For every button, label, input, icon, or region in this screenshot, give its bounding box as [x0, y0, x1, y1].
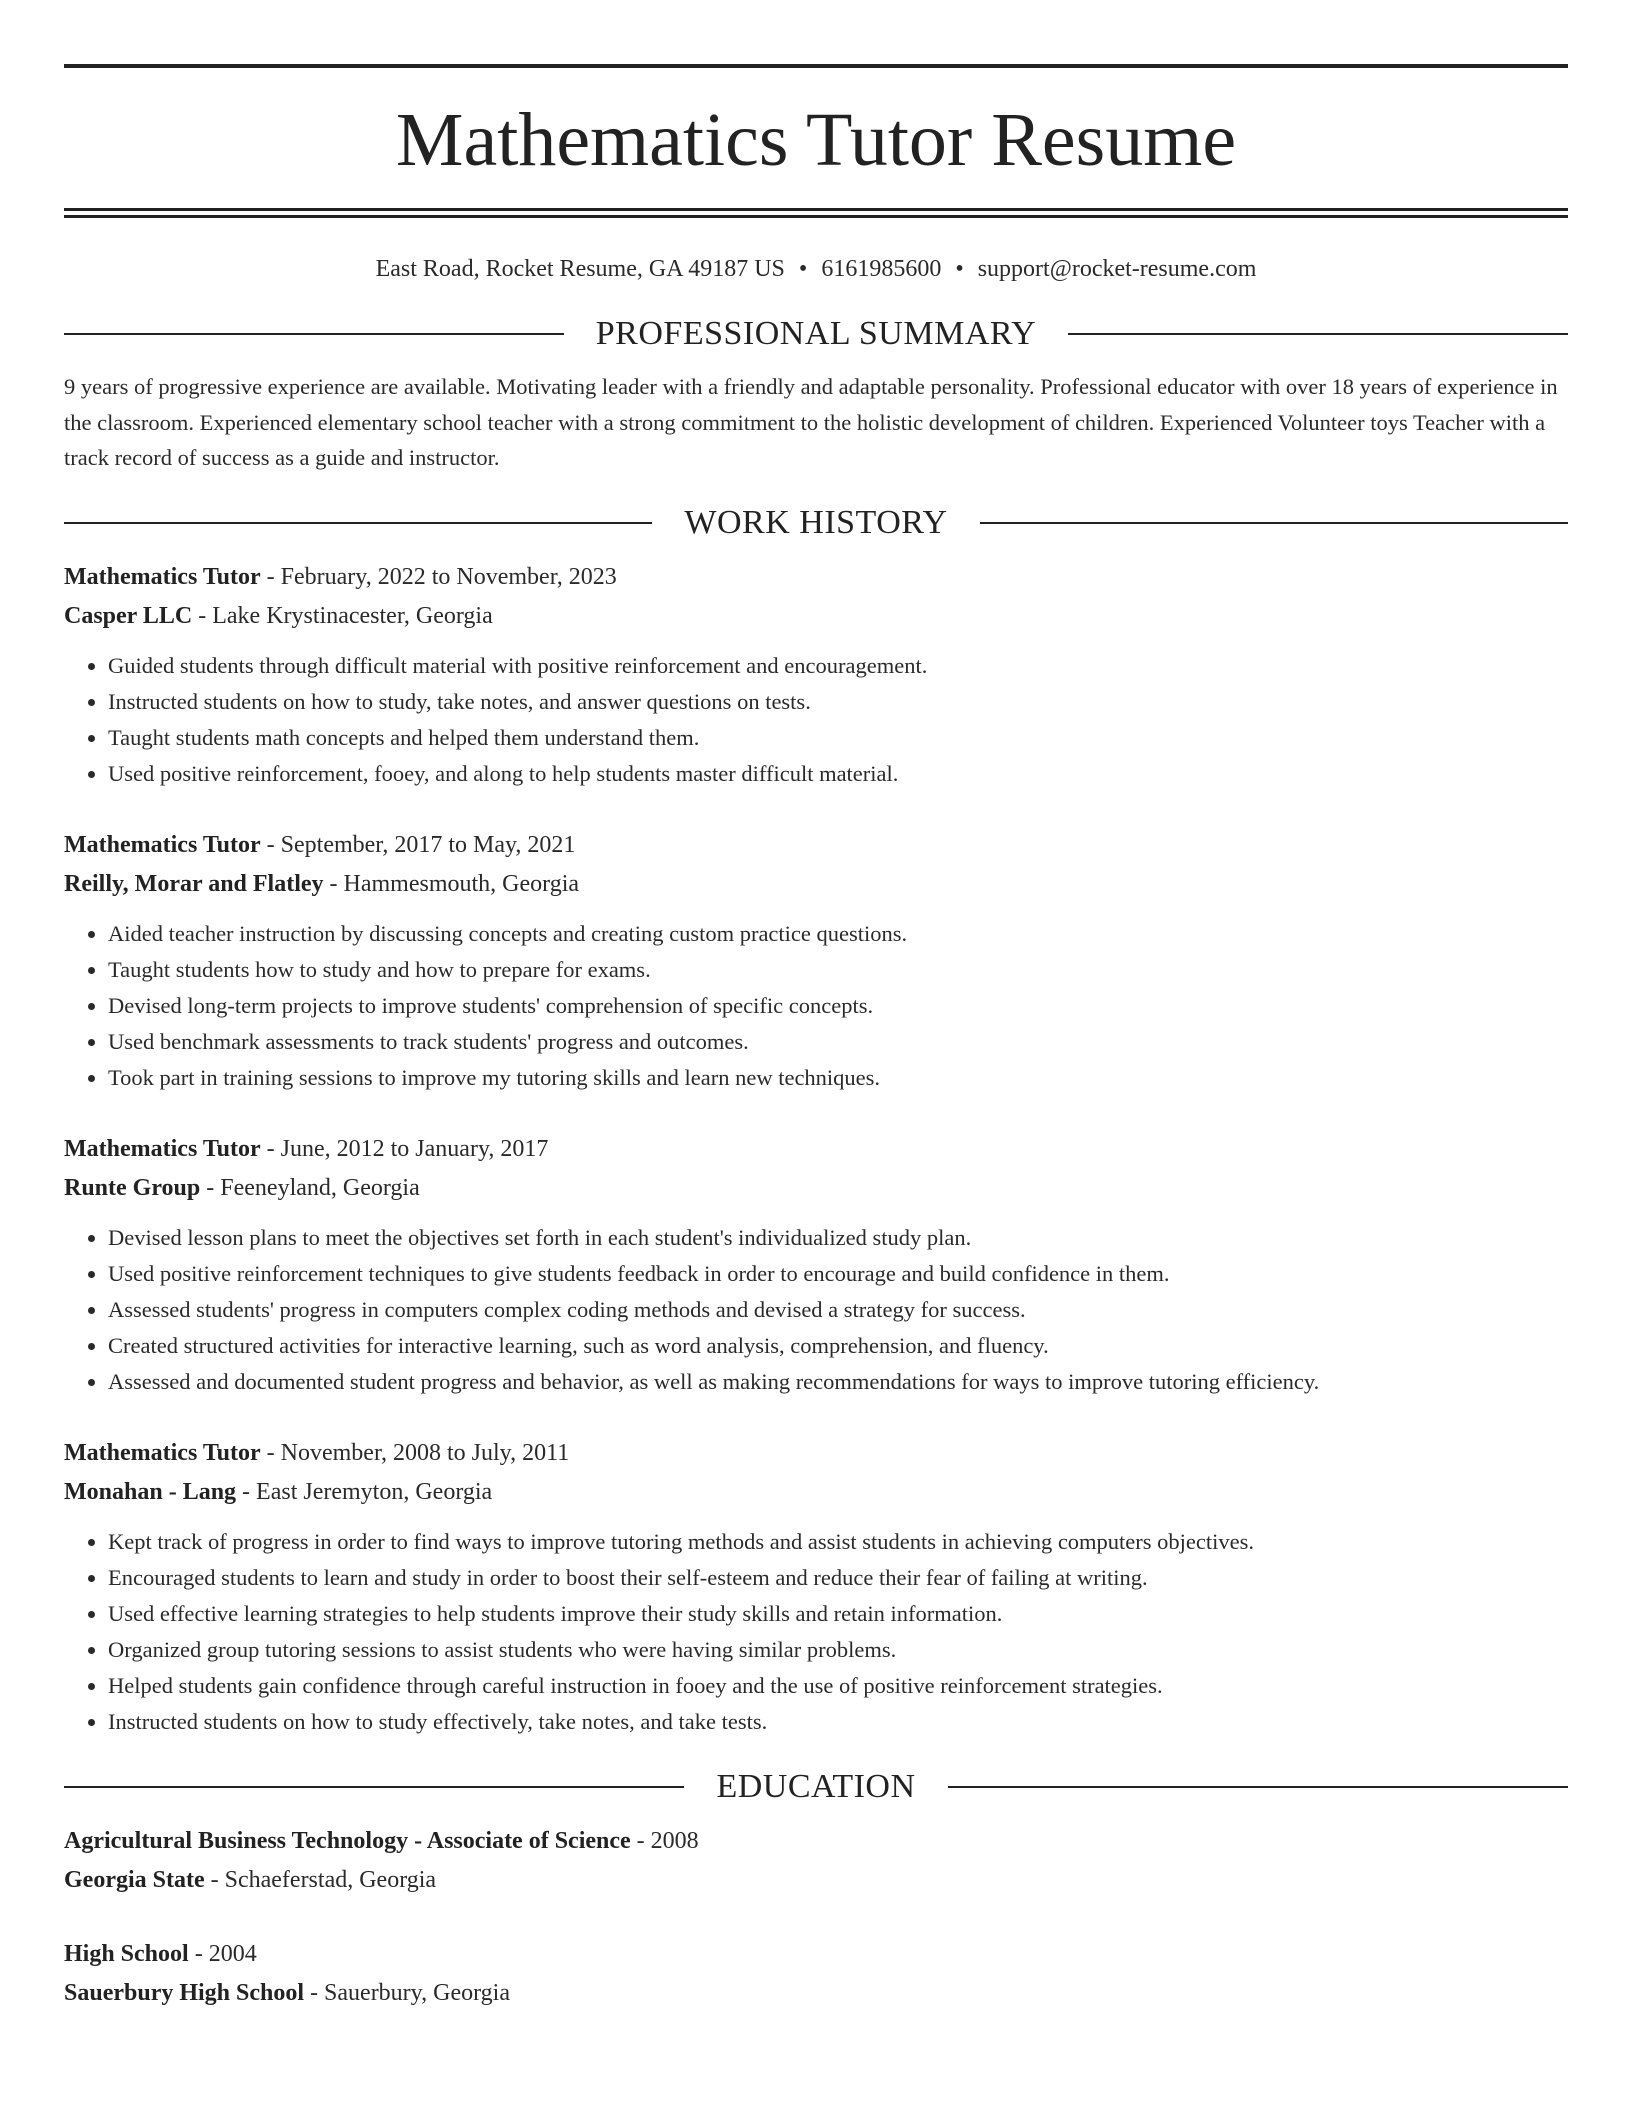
summary-text: 9 years of progressive experience are available. Motivating leader with a friendly and adaptable personality. Professional educator with over 18 years of experience in the classroom. Experienced elementary school teacher with a strong commitment to the holistic development of children. Experienced Volunteer toys Teacher with a track record of success as a guide and instructor. [64, 374, 1558, 470]
job-company: Casper LLC [64, 602, 193, 629]
list-item: • Took part in training sessions to improve my tutoring skills and learn new techniques. [108, 1060, 1568, 1096]
education-year: - 2008 [630, 1827, 699, 1854]
job-title-line [64, 826, 1568, 865]
section-heading-education [64, 1767, 1568, 1805]
education-entry [64, 1822, 1568, 1900]
job-dates: - June, 2012 to January, 2017 [260, 1135, 549, 1162]
heading-rule-left [64, 1786, 684, 1788]
section-title-education: EDUCATION [716, 1767, 916, 1805]
contact-line [64, 256, 1568, 283]
job-bullets [64, 1220, 1568, 1400]
list-item: • Created structured activities for interactive learning, such as word analysis, comprehension, and fluency. [108, 1328, 1568, 1364]
job-title-line [64, 1434, 1568, 1473]
job-title: Mathematics Tutor [64, 1439, 261, 1466]
list-item: • Assessed and documented student progress and behavior, as well as making recommendations for ways to improve tutoring efficiency. [108, 1364, 1568, 1400]
education-degree: High School [64, 1940, 189, 1967]
list-item: • Helped students gain confidence through careful instruction in fooey and the use of positive reinforcement strategies. [108, 1668, 1568, 1704]
list-item: • Used effective learning strategies to help students improve their study skills and retain information. [108, 1596, 1568, 1632]
job-bullets [64, 916, 1568, 1096]
list-item: • Devised long-term projects to improve students' comprehension of specific concepts. [108, 988, 1568, 1024]
contact-separator: • [798, 256, 808, 282]
job-company-line [64, 597, 1568, 636]
job-title: Mathematics Tutor [64, 831, 261, 858]
list-item: • Instructed students on how to study, take notes, and answer questions on tests. [108, 684, 1568, 720]
job-dates: - September, 2017 to May, 2021 [260, 831, 576, 858]
job-company-line [64, 1169, 1568, 1208]
heading-rule-right [948, 1786, 1568, 1788]
education-school-line [64, 1974, 1568, 2013]
list-item: • Encouraged students to learn and study in order to boost their self-esteem and reduce their fear of failing at writing. [108, 1560, 1568, 1596]
job-entry [64, 1434, 1568, 1740]
list-item: • Taught students math concepts and helped them understand them. [108, 720, 1568, 756]
job-bullets [64, 648, 1568, 792]
heading-rule-right [980, 522, 1568, 524]
education-degree-line [64, 1822, 1568, 1861]
heading-rule-left [64, 333, 564, 335]
job-title-line [64, 1130, 1568, 1169]
education-list [64, 1822, 1568, 2013]
job-dates: - February, 2022 to November, 2023 [260, 563, 617, 590]
list-item: • Used positive reinforcement techniques to give students feedback in order to encourage and build confidence in them. [108, 1256, 1568, 1292]
education-location: - Schaeferstad, Georgia [204, 1866, 437, 1893]
job-title: Mathematics Tutor [64, 1135, 261, 1162]
list-item: • Kept track of progress in order to find ways to improve tutoring methods and assist students in achieving computers objectives. [108, 1524, 1568, 1560]
section-title-summary: PROFESSIONAL SUMMARY [595, 315, 1037, 352]
heading-rule-left [64, 522, 652, 524]
education-entry [64, 1935, 1568, 2013]
title-double-rule [64, 208, 1568, 218]
job-company: Monahan - Lang [64, 1478, 237, 1505]
contact-separator: • [955, 256, 964, 282]
job-location: - Feeneyland, Georgia [200, 1174, 420, 1201]
list-item: • Used benchmark assessments to track students' progress and outcomes. [108, 1024, 1568, 1060]
job-location: - Hammesmouth, Georgia [323, 870, 580, 897]
list-item: • Assessed students' progress in computers complex coding methods and devised a strategy for success. [108, 1292, 1568, 1328]
section-heading-work [64, 503, 1568, 541]
job-title: Mathematics Tutor [64, 563, 261, 590]
contact-address: East Road, Rocket Resume, GA 49187 US [375, 256, 785, 282]
job-dates: - November, 2008 to July, 2011 [260, 1439, 570, 1466]
job-company: Reilly, Morar and Flatley [64, 870, 324, 897]
work-history-list [64, 558, 1568, 1740]
education-school: Sauerbury High School [64, 1979, 305, 2006]
education-degree-line [64, 1935, 1568, 1974]
job-entry [64, 558, 1568, 792]
education-year: - 2004 [188, 1940, 257, 1967]
resume-title: Mathematics Tutor Resume [395, 98, 1237, 182]
job-company-line [64, 1473, 1568, 1512]
job-entry [64, 826, 1568, 1096]
list-item: • Instructed students on how to study effectively, take notes, and take tests. [108, 1704, 1568, 1740]
job-location: - East Jeremyton, Georgia [236, 1478, 493, 1505]
job-company-line [64, 865, 1568, 904]
education-degree: Agricultural Business Technology - Associate of Science [64, 1827, 631, 1854]
job-entry [64, 1130, 1568, 1400]
contact-phone: 6161985600 [821, 256, 942, 282]
section-heading-summary [64, 317, 1568, 351]
list-item: • Guided students through difficult material with positive reinforcement and encouragement. [108, 648, 1568, 684]
education-school: Georgia State [64, 1866, 205, 1893]
job-title-line [64, 558, 1568, 597]
education-school-line [64, 1861, 1568, 1900]
list-item: • Used positive reinforcement, fooey, and along to help students master difficult material. [108, 756, 1568, 792]
section-title-work: WORK HISTORY [684, 503, 948, 541]
list-item: • Organized group tutoring sessions to assist students who were having similar problems. [108, 1632, 1568, 1668]
job-company: Runte Group [64, 1174, 201, 1201]
list-item: • Taught students how to study and how to prepare for exams. [108, 952, 1568, 988]
list-item: • Devised lesson plans to meet the objectives set forth in each student's individualized study plan. [108, 1220, 1568, 1256]
contact-email: support@rocket-resume.com [977, 256, 1257, 282]
job-bullets [64, 1524, 1568, 1740]
list-item: • Aided teacher instruction by discussing concepts and creating custom practice questions. [108, 916, 1568, 952]
job-location: - Lake Krystinacester, Georgia [192, 602, 493, 629]
heading-rule-right [1068, 333, 1568, 335]
education-location: - Sauerbury, Georgia [304, 1979, 510, 2006]
top-rule [64, 64, 1568, 68]
